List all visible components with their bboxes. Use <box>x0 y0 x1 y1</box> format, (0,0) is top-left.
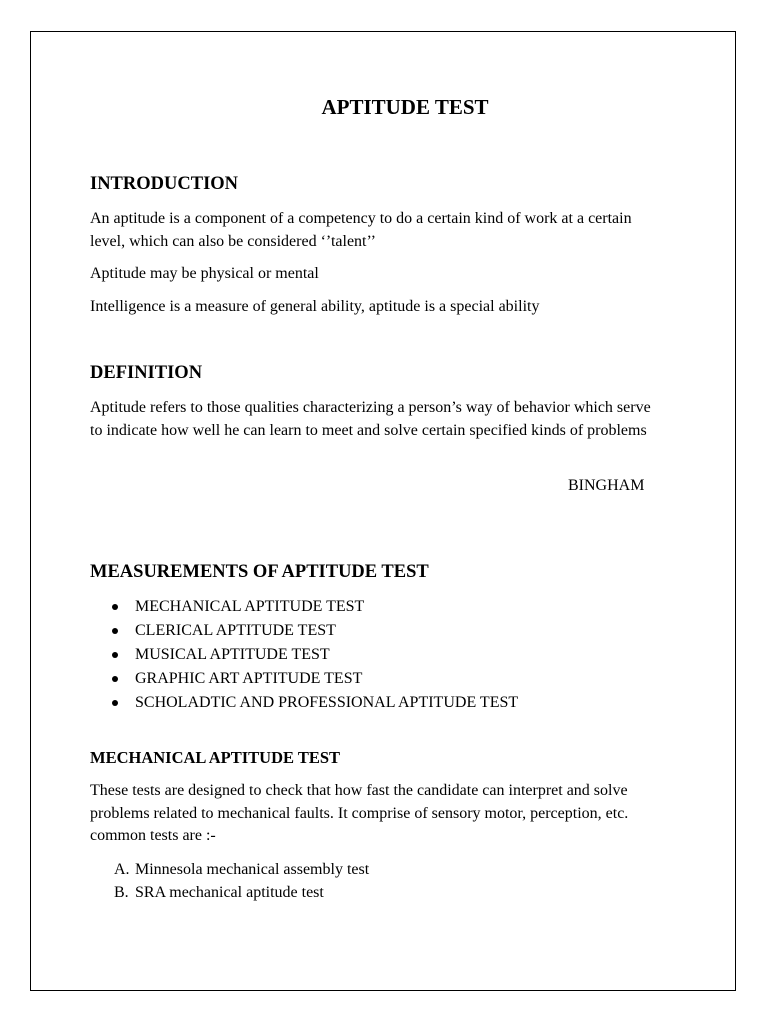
mechanical-tests-list <box>90 858 369 904</box>
list-item-label: MECHANICAL APTITUDE TEST <box>135 598 365 615</box>
definition-text: Aptitude refers to those qualities characterizing a person’s way of behavior which serve to indicate how well he can learn to meet and solve certain specified kinds of problems <box>90 399 651 439</box>
list-item <box>90 858 369 881</box>
measurements-heading: MEASUREMENTS OF APTITUDE TEST <box>90 562 429 582</box>
introduction-heading: INTRODUCTION <box>90 174 239 194</box>
list-item-label: CLERICAL APTITUDE TEST <box>135 622 336 639</box>
measurements-list <box>90 595 518 715</box>
introduction-paragraph-2: Aptitude may be physical or mental <box>90 265 319 282</box>
list-item <box>90 881 369 904</box>
list-marker: A. <box>114 861 130 878</box>
bullet-icon <box>112 676 118 682</box>
list-item <box>90 595 518 619</box>
list-item <box>90 619 518 643</box>
list-item-label: SCHOLADTIC AND PROFESSIONAL APTITUDE TEST <box>135 694 519 711</box>
list-item <box>90 691 518 715</box>
list-item-label: SRA mechanical aptitude test <box>135 884 324 901</box>
list-marker: B. <box>114 884 129 901</box>
mechanical-text: These tests are designed to check that how fast the candidate can interpret and solve problems related to mechanical faults. It comprise of sensory motor, perception, etc. common tests are :- <box>90 782 629 844</box>
list-item-label: GRAPHIC ART APTITUDE TEST <box>135 670 363 687</box>
introduction-paragraph-1: An aptitude is a component of a competency to do a certain kind of work at a certain level, which can also be considered ‘’talent’’ <box>90 210 632 250</box>
list-item <box>90 667 518 691</box>
mechanical-heading: MECHANICAL APTITUDE TEST <box>90 748 341 767</box>
bullet-icon <box>112 604 118 610</box>
definition-attribution: BINGHAM <box>568 477 645 494</box>
list-item-label: MUSICAL APTITUDE TEST <box>135 646 330 663</box>
document-title: APTITUDE TEST <box>321 95 489 119</box>
list-item-label: Minnesola mechanical assembly test <box>135 861 370 878</box>
bullet-icon <box>112 652 118 658</box>
definition-heading: DEFINITION <box>90 363 203 383</box>
list-item <box>90 643 518 667</box>
bullet-icon <box>112 628 118 634</box>
introduction-paragraph-3: Intelligence is a measure of general ability, aptitude is a special ability <box>90 298 540 315</box>
bullet-icon <box>112 700 118 706</box>
